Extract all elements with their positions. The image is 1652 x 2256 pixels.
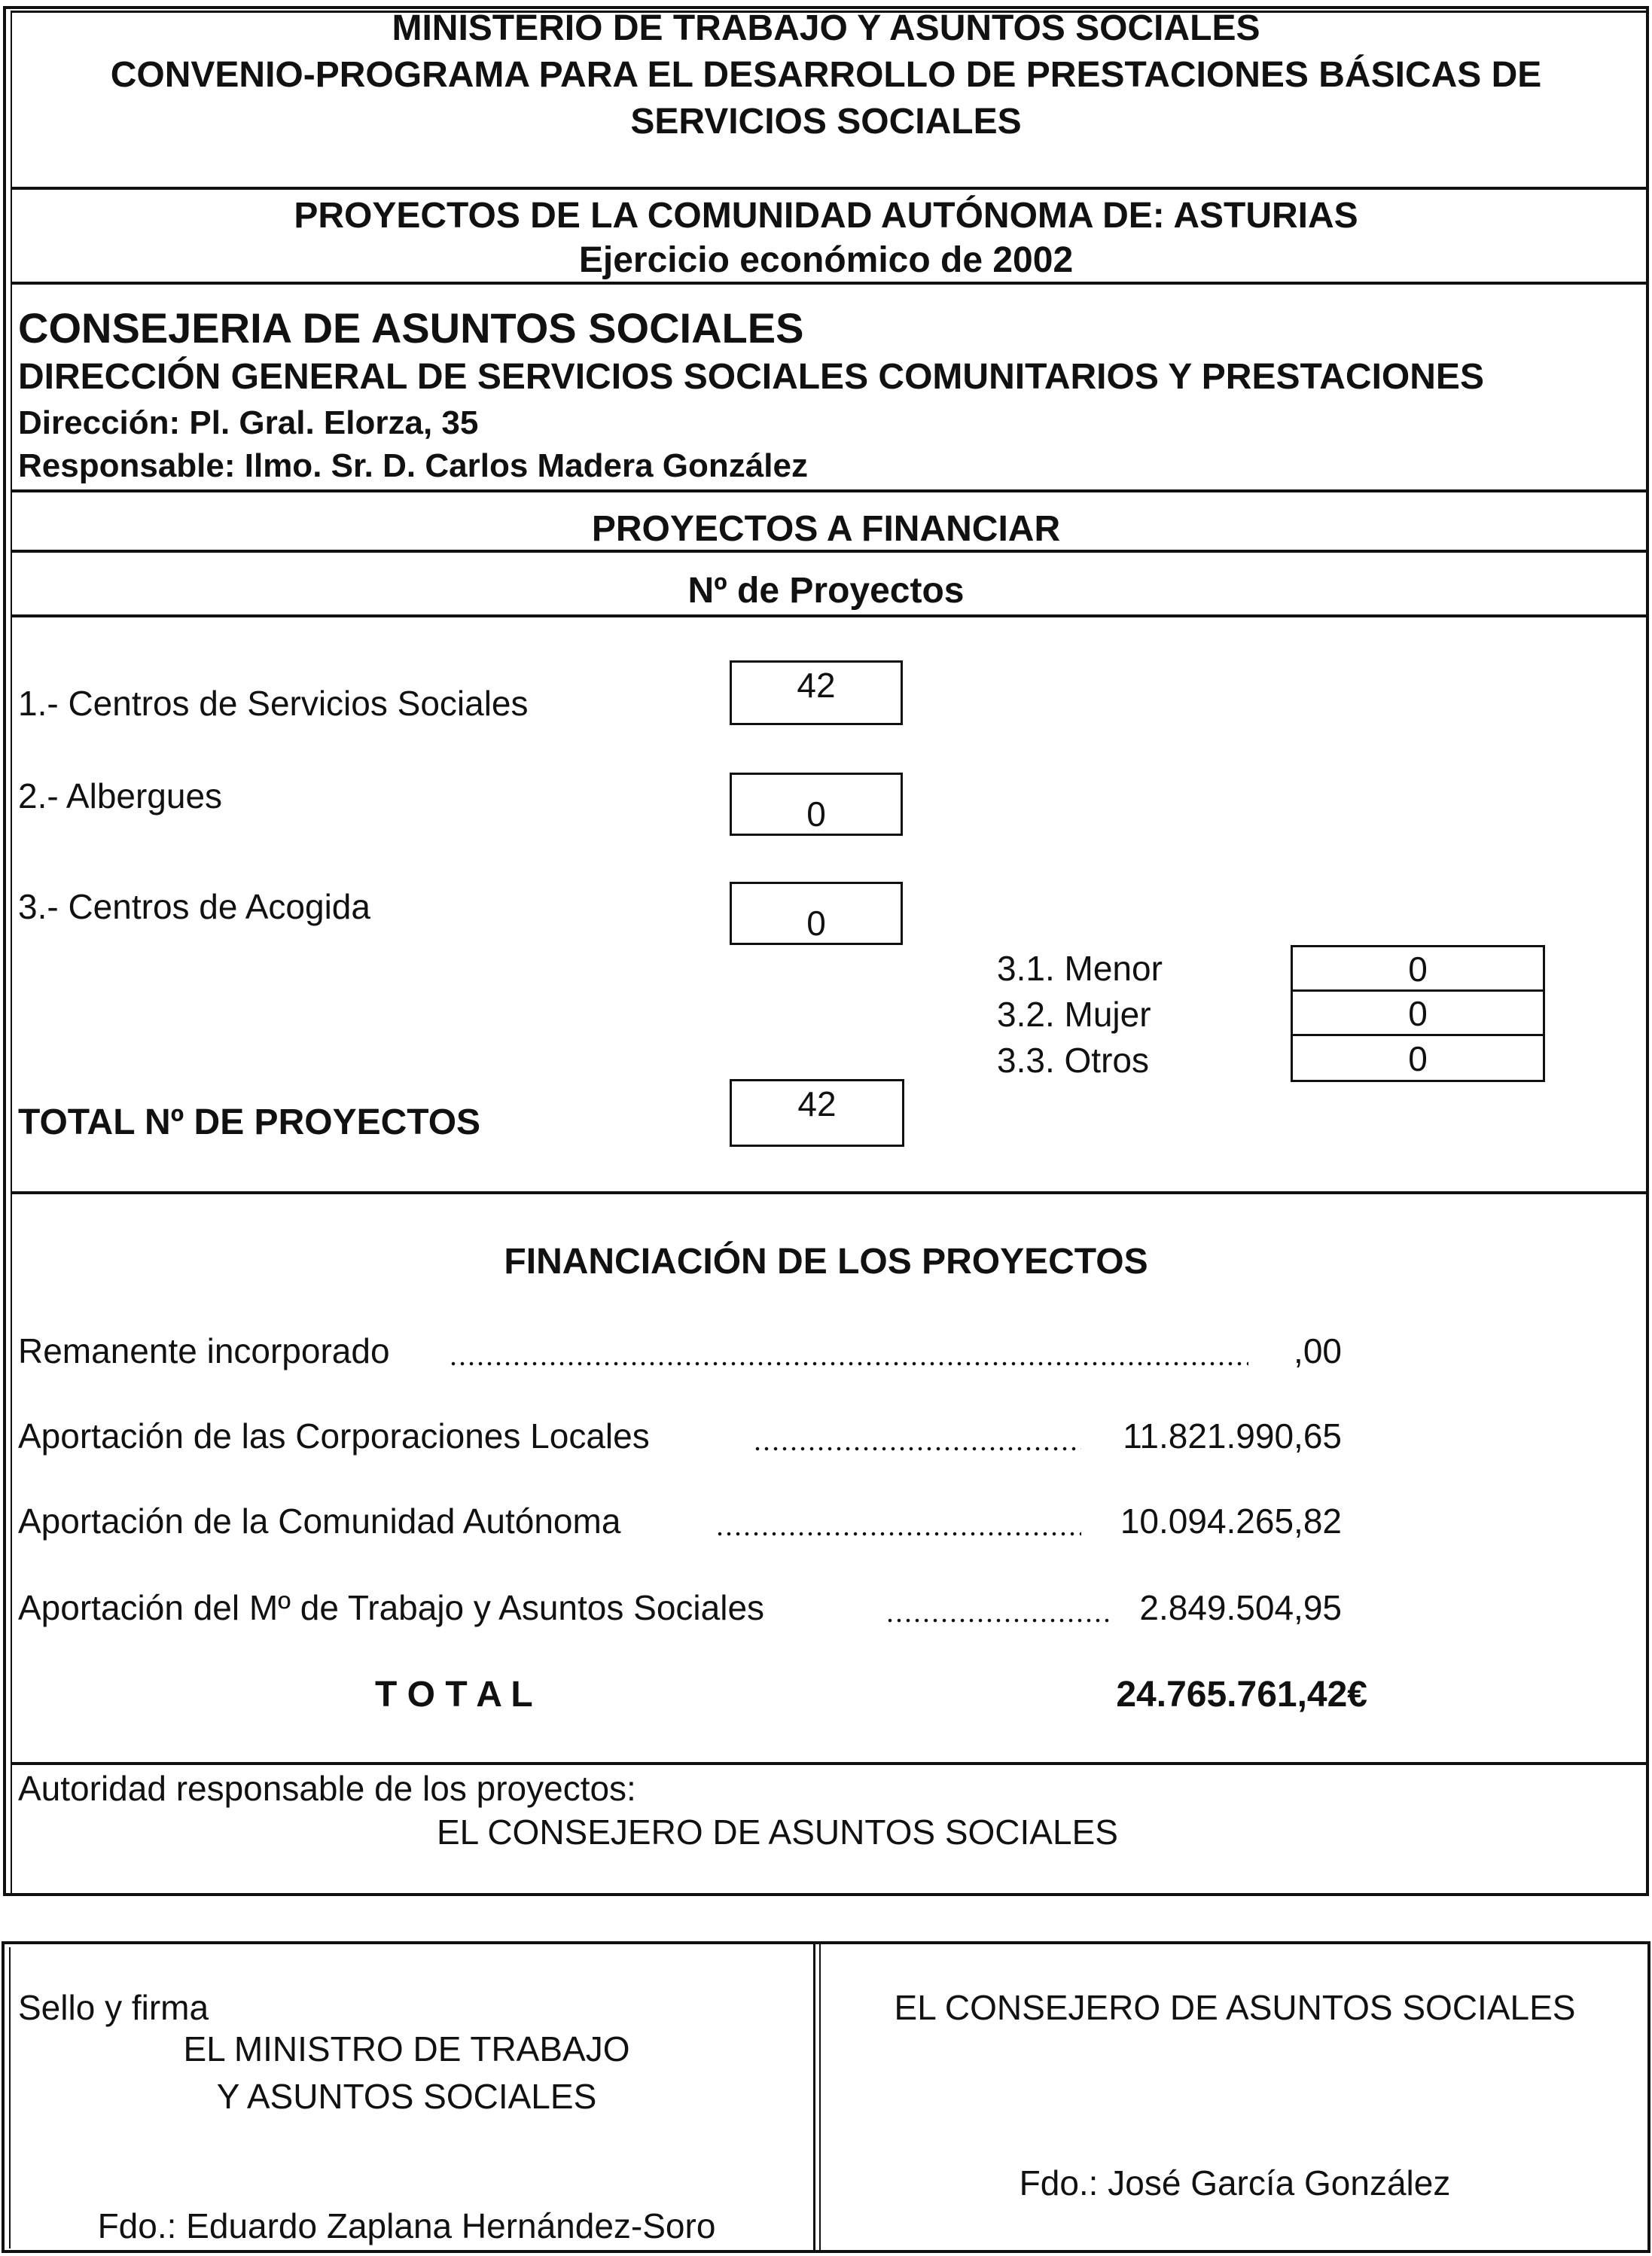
subproject-label: 3.3. Otros: [997, 1041, 1149, 1080]
councillor-signed: Fdo.: José García González: [1019, 2163, 1451, 2203]
divider: [11, 1762, 1647, 1765]
subproject-label: 3.2. Mujer: [997, 995, 1151, 1034]
financing-label: Remanente incorporado: [18, 1331, 390, 1370]
project-count-box: 0: [730, 882, 903, 945]
minister-signed: Fdo.: Eduardo Zaplana Hernández-Soro: [97, 2206, 716, 2245]
financing-title: FINANCIACIÓN DE LOS PROYECTOS: [504, 1242, 1148, 1282]
financing-label: Aportación de la Comunidad Autónoma: [18, 1501, 621, 1541]
projects-title: PROYECTOS A FINANCIAR: [591, 509, 1061, 549]
project-label: 3.- Centros de Acogida: [18, 887, 370, 926]
dot-leader: [449, 1361, 1248, 1366]
minister-title-2: Y ASUNTOS SOCIALES: [216, 2077, 597, 2116]
financing-value: 2.849.504,95: [1139, 1588, 1342, 1627]
seal-signature-label: Sello y firma: [18, 1988, 209, 2027]
subproject-count-box: 0: [1291, 989, 1545, 1036]
frame-inner-line: [11, 11, 12, 1893]
project-label: 2.- Albergues: [18, 776, 223, 816]
fiscal-year: Ejercicio económico de 2002: [578, 240, 1074, 280]
divider: [11, 187, 1647, 190]
signature-divider: [813, 1943, 815, 2251]
project-label: 1.- Centros de Servicios Sociales: [18, 684, 529, 723]
header-line3: SERVICIOS SOCIALES: [630, 102, 1022, 142]
projects-subtitle: Nº de Proyectos: [687, 571, 965, 611]
header-line1: MINISTERIO DE TRABAJO Y ASUNTOS SOCIALES: [392, 8, 1260, 48]
entity-address: Dirección: Pl. Gral. Elorza, 35: [18, 404, 479, 441]
financing-label: Aportación del Mº de Trabajo y Asuntos Sociales: [18, 1588, 765, 1627]
financing-total-label: T O T A L: [375, 1675, 533, 1715]
financing-value: 10.094.265,82: [1120, 1501, 1342, 1541]
subproject-count-box: 0: [1291, 945, 1545, 992]
financing-value: ,00: [1294, 1331, 1342, 1370]
community-title: PROYECTOS DE LA COMUNIDAD AUTÓNOMA DE: ASTURIAS: [294, 196, 1358, 236]
authority-label: Autoridad responsable de los proyectos:: [18, 1769, 636, 1808]
financing-value: 11.821.990,65: [1123, 1416, 1342, 1456]
dot-leader: [753, 1447, 1081, 1451]
project-count-box: 42: [730, 660, 903, 725]
authority-name: EL CONSEJERO DE ASUNTOS SOCIALES: [437, 1812, 1118, 1852]
dot-leader: [715, 1532, 1081, 1536]
entity-name: CONSEJERIA DE ASUNTOS SOCIALES: [18, 304, 804, 352]
financing-total-value: 24.765.761,42€: [1116, 1675, 1367, 1715]
dot-leader: [885, 1618, 1110, 1623]
divider: [11, 614, 1647, 617]
councillor-title: EL CONSEJERO DE ASUNTOS SOCIALES: [894, 1988, 1576, 2027]
header-line2: CONVENIO-PROGRAMA PARA EL DESARROLLO DE PRESTACIONES BÁSICAS DE: [110, 55, 1542, 95]
subproject-count-box: 0: [1291, 1034, 1545, 1082]
entity-direction: DIRECCIÓN GENERAL DE SERVICIOS SOCIALES COMUNITARIOS Y PRESTACIONES: [18, 357, 1484, 397]
subproject-label: 3.1. Menor: [997, 949, 1163, 988]
divider: [11, 1191, 1647, 1194]
financing-label: Aportación de las Corporaciones Locales: [18, 1416, 650, 1456]
entity-responsible: Responsable: Ilmo. Sr. D. Carlos Madera González: [18, 447, 808, 484]
total-projects-box: 42: [730, 1079, 904, 1147]
total-projects-label: TOTAL Nº DE PROYECTOS: [18, 1102, 481, 1142]
project-count-box: 0: [730, 773, 903, 836]
minister-title-1: EL MINISTRO DE TRABAJO: [183, 2029, 630, 2069]
divider: [11, 489, 1647, 492]
